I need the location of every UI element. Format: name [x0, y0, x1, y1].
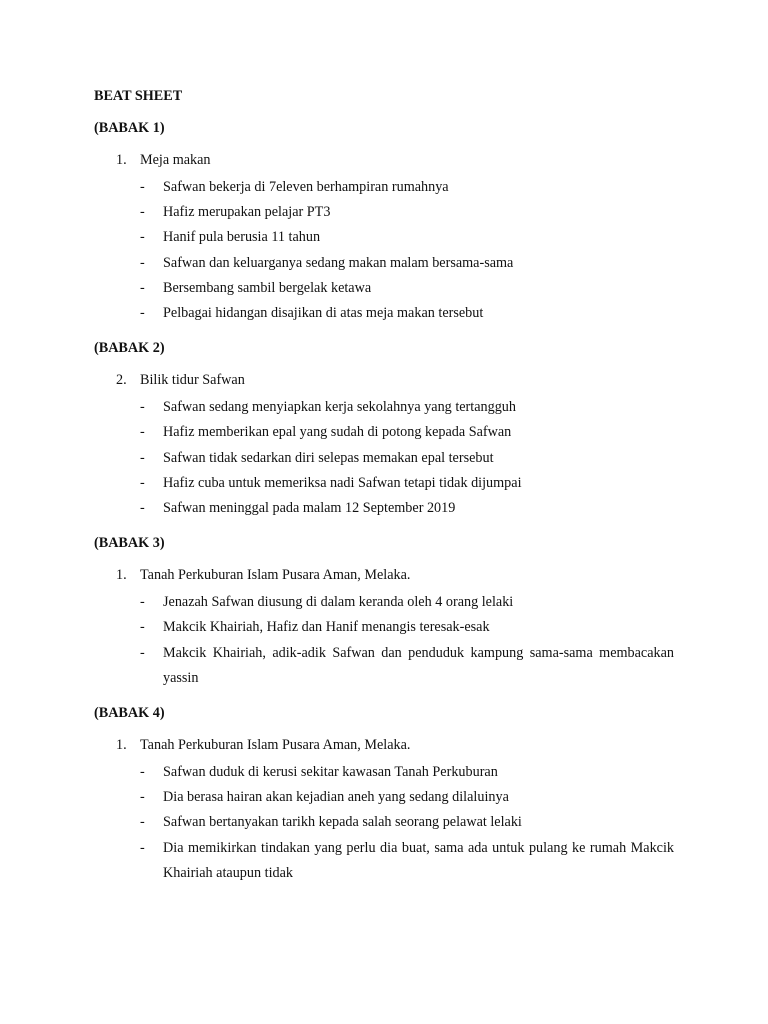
scene-line	[94, 150, 674, 170]
scene-number: 1.	[116, 567, 127, 584]
beat-text: Safwan duduk di kerusi sekitar kawasan Tanah Perkuburan	[163, 764, 498, 781]
dash-bullet: -	[140, 229, 145, 246]
beat-text: Makcik Khairiah, adik-adik Safwan dan penduduk kampung sama-sama membacakan yassin	[163, 644, 674, 686]
scene-number: 1.	[116, 737, 127, 754]
scene-number: 1.	[116, 152, 127, 168]
act-4	[94, 703, 674, 886]
beat-item	[94, 175, 674, 200]
beat-list	[94, 760, 674, 886]
beat-text: Safwan meninggal pada malam 12 September 2019	[163, 500, 456, 517]
dash-bullet: -	[140, 204, 145, 221]
beat-item	[94, 590, 674, 615]
dash-bullet: -	[140, 839, 145, 856]
scene-location: Meja makan	[140, 152, 211, 168]
beat-item	[94, 836, 674, 886]
beat-text: Jenazah Safwan diusung di dalam keranda oleh 4 orang lelaki	[163, 594, 514, 611]
beat-text: Dia berasa hairan akan kejadian aneh yang sedang dilaluinya	[163, 789, 509, 806]
beat-list	[94, 590, 674, 691]
dash-bullet: -	[140, 814, 145, 831]
beat-item	[94, 200, 674, 225]
beat-text: Dia memikirkan tindakan yang perlu dia buat, sama ada untuk pulang ke rumah Makcik Khairiah ataupun tidak	[163, 839, 674, 881]
act-heading: (BABAK 1)	[94, 120, 165, 136]
act-heading: (BABAK 3)	[94, 535, 165, 552]
document-title: BEAT SHEET	[94, 88, 183, 104]
act-3	[94, 533, 674, 691]
dash-bullet: -	[140, 474, 145, 491]
act-1	[94, 118, 674, 326]
dash-bullet: -	[140, 179, 145, 195]
beat-text: Safwan bertanyakan tarikh kepada salah seorang pelawat lelaki	[163, 814, 522, 831]
beat-item	[94, 225, 674, 250]
scene-line	[94, 565, 674, 585]
beat-text: Hafiz memberikan epal yang sudah di potong kepada Safwan	[163, 424, 512, 441]
scene-location: Tanah Perkuburan Islam Pusara Aman, Melaka.	[140, 567, 411, 584]
beat-text: Makcik Khairiah, Hafiz dan Hanif menangis teresak-esak	[163, 619, 490, 636]
beat-item	[94, 810, 674, 835]
act-heading: (BABAK 4)	[94, 705, 165, 722]
beat-text: Safwan sedang menyiapkan kerja sekolahnya yang tertangguh	[163, 399, 516, 416]
act-2	[94, 338, 674, 521]
scene-number: 2.	[116, 372, 127, 389]
beat-list	[94, 395, 674, 521]
beat-text: Hanif pula berusia 11 tahun	[163, 229, 321, 246]
beat-item	[94, 395, 674, 420]
act-heading: (BABAK 2)	[94, 340, 165, 357]
beat-item	[94, 301, 674, 326]
dash-bullet: -	[140, 305, 145, 322]
scene-line	[94, 735, 674, 755]
beat-text: Safwan tidak sedarkan diri selepas memakan epal tersebut	[163, 449, 494, 466]
dash-bullet: -	[140, 619, 145, 636]
beat-item	[94, 785, 674, 810]
beat-item	[94, 641, 674, 691]
beat-text: Safwan bekerja di 7eleven berhampiran rumahnya	[163, 179, 449, 195]
scene-line	[94, 370, 674, 390]
dash-bullet: -	[140, 500, 145, 517]
dash-bullet: -	[140, 644, 145, 661]
dash-bullet: -	[140, 789, 145, 806]
beat-item	[94, 471, 674, 496]
beat-item	[94, 251, 674, 276]
beat-text: Pelbagai hidangan disajikan di atas meja makan tersebut	[163, 305, 484, 322]
beat-text: Hafiz cuba untuk memeriksa nadi Safwan tetapi tidak dijumpai	[163, 474, 522, 491]
beat-item	[94, 420, 674, 445]
beat-list	[94, 175, 674, 326]
scene-location: Bilik tidur Safwan	[140, 372, 245, 389]
beat-item	[94, 276, 674, 301]
dash-bullet: -	[140, 594, 145, 611]
beat-text: Hafiz merupakan pelajar PT3	[163, 204, 331, 221]
beat-item	[94, 760, 674, 785]
dash-bullet: -	[140, 399, 145, 416]
dash-bullet: -	[140, 424, 145, 441]
dash-bullet: -	[140, 254, 145, 271]
scene-location: Tanah Perkuburan Islam Pusara Aman, Melaka.	[140, 737, 411, 754]
dash-bullet: -	[140, 449, 145, 466]
beat-item	[94, 446, 674, 471]
beat-text: Safwan dan keluarganya sedang makan malam bersama-sama	[163, 254, 514, 271]
beat-item	[94, 496, 674, 521]
document-page	[94, 86, 674, 898]
dash-bullet: -	[140, 764, 145, 781]
beat-item	[94, 615, 674, 640]
beat-text: Bersembang sambil bergelak ketawa	[163, 279, 372, 296]
dash-bullet: -	[140, 279, 145, 296]
